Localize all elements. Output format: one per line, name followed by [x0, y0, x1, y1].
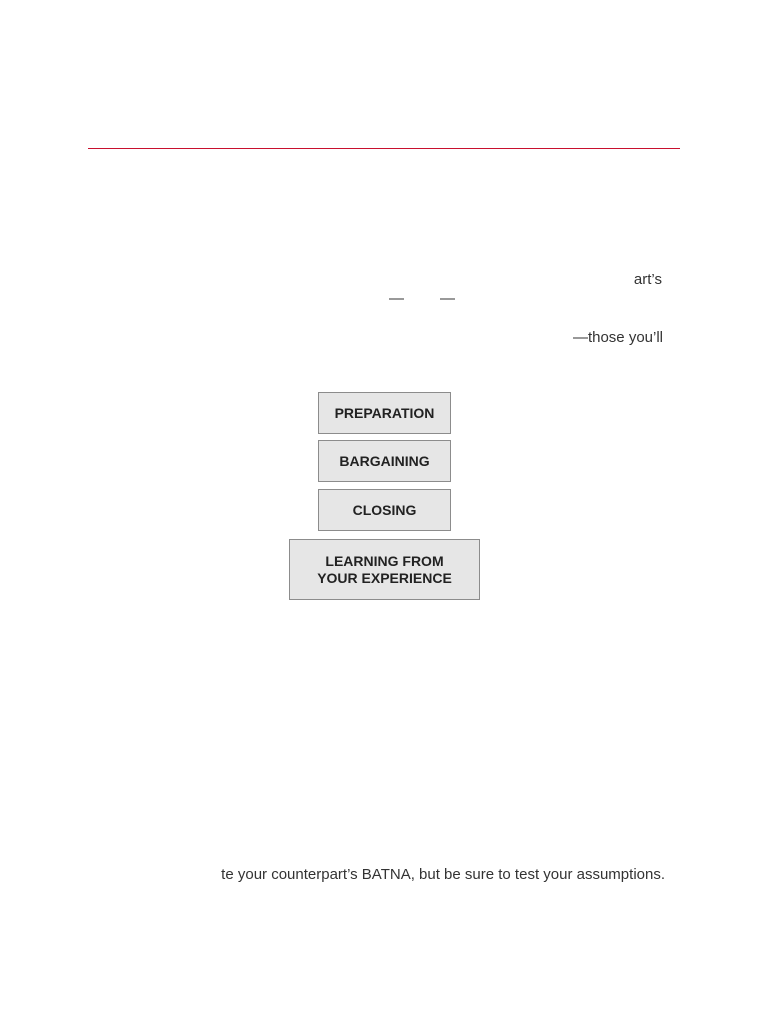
text-fragment-arts: art’s — [633, 271, 662, 288]
step-learning-from-experience: LEARNING FROM YOUR EXPERIENCE — [289, 539, 480, 600]
step-preparation: PREPARATION — [318, 392, 451, 434]
step-bargaining: BARGAINING — [318, 440, 451, 482]
step-closing: CLOSING — [318, 489, 451, 531]
text-fragment-batna: te your counterpart’s BATNA, but be sure to test your assumptions. — [221, 866, 665, 883]
em-dash-2: — — [440, 290, 455, 307]
header-rule — [88, 148, 680, 149]
em-dash-1: — — [389, 290, 404, 307]
text-fragment-those-youll: —those you’ll — [572, 329, 663, 346]
